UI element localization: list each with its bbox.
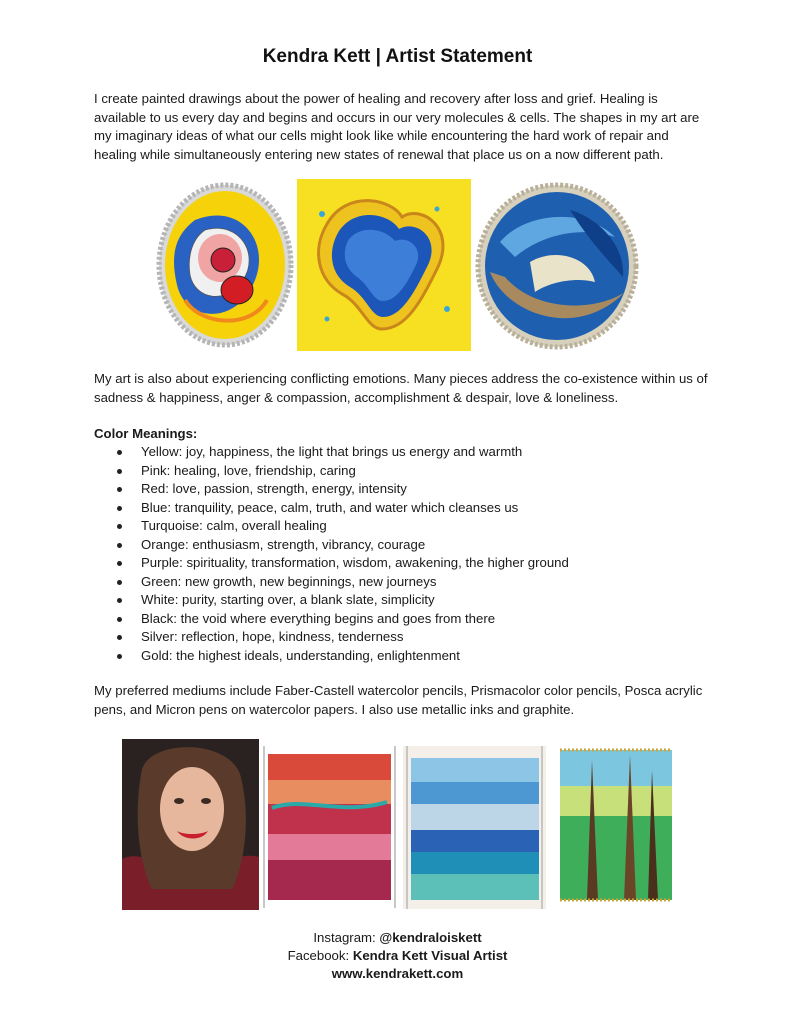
- list-item: Orange: enthusiasm, strength, vibrancy, courage: [94, 536, 569, 555]
- list-item: White: purity, starting over, a blank slate, simplicity: [94, 591, 569, 610]
- instagram-handle[interactable]: @kendraloiskett: [379, 930, 482, 945]
- emotions-paragraph: My art is also about experiencing conflicting emotions. Many pieces address the co-existence within us of sadness & happiness, anger & compassion, accomplishment & despair, love & loneliness.: [94, 371, 708, 405]
- color-meanings-heading: Color Meanings:: [94, 426, 198, 441]
- mediums-paragraph: My preferred mediums include Faber-Castell watercolor pencils, Prismacolor color pencils, Posca acrylic pens, and Micron pens on watercolor papers. I also use metallic inks and graphite.: [94, 683, 703, 717]
- artwork-blue-circle: [475, 182, 640, 350]
- artwork-pink-red-layers: [262, 746, 397, 908]
- list-item: Purple: spirituality, transformation, wisdom, awakening, the higher ground: [94, 554, 569, 573]
- artwork-cell-yellow-pink: [155, 180, 295, 350]
- footer-facebook: [0, 947, 795, 966]
- artwork-blue-water-layers: [403, 746, 546, 909]
- list-item: Black: the void where everything begins and goes from there: [94, 610, 569, 629]
- facebook-name[interactable]: Kendra Kett Visual Artist: [352, 948, 508, 963]
- list-item: Blue: tranquility, peace, calm, truth, and water which cleanses us: [94, 499, 569, 518]
- list-item: Gold: the highest ideals, understanding, enlightenment: [94, 647, 569, 666]
- instagram-label: Instagram:: [313, 930, 380, 945]
- artist-portrait-photo: [122, 739, 259, 910]
- list-item: Green: new growth, new beginnings, new journeys: [94, 573, 569, 592]
- footer-website: [0, 965, 795, 984]
- list-item: Silver: reflection, hope, kindness, tenderness: [94, 628, 569, 647]
- list-item: Turquoise: calm, overall healing: [94, 517, 569, 536]
- page-title: Kendra Kett | Artist Statement: [262, 46, 533, 67]
- list-item: Yellow: joy, happiness, the light that brings us energy and warmth: [94, 443, 569, 462]
- facebook-label: Facebook:: [287, 948, 353, 963]
- list-item: Red: love, passion, strength, energy, intensity: [94, 480, 569, 499]
- artwork-blue-heart-on-yellow: [297, 179, 471, 351]
- artwork-green-trees: [552, 740, 680, 910]
- footer-instagram: [0, 929, 795, 948]
- list-item: Pink: healing, love, friendship, caring: [94, 462, 569, 481]
- website-link[interactable]: www.kendrakett.com: [331, 966, 464, 981]
- intro-paragraph: I create painted drawings about the power of healing and recovery after loss and grief. Healing is available to us every day and begins and occurs in our very molecules & cells. The shapes in my art are my imaginary ideas of what our cells might look like while encountering the hard work of repair and healing while simultaneously entering new states of renewal that place us on a now different path.: [94, 91, 700, 162]
- color-meanings-list: [94, 443, 569, 665]
